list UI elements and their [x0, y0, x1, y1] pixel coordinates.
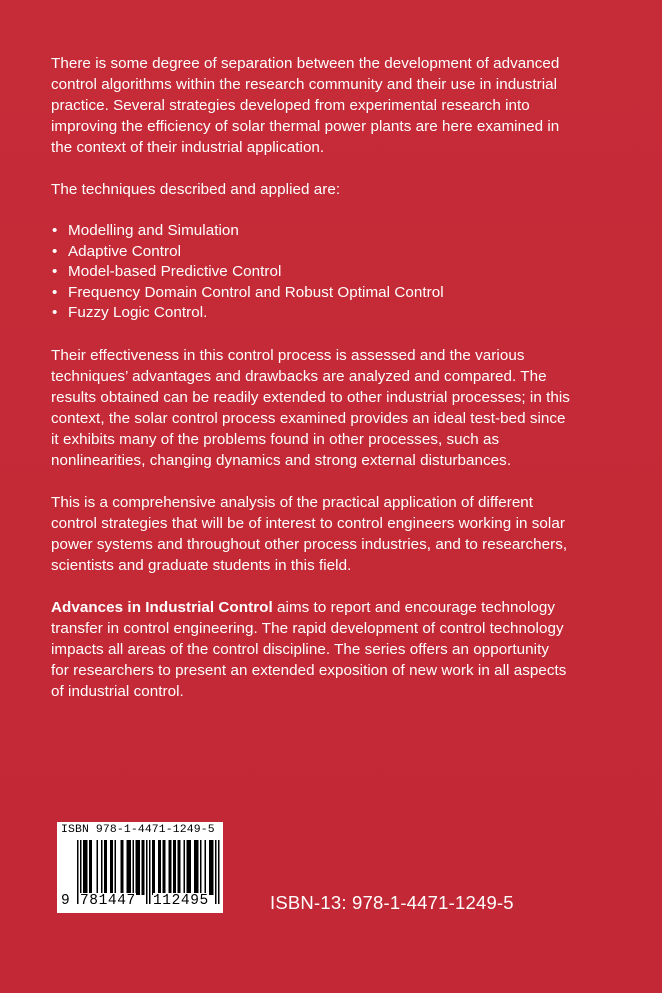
barcode-bar [106, 840, 108, 895]
barcode-bar [127, 840, 129, 895]
barcode-bar [91, 840, 93, 895]
techniques-list [51, 221, 571, 324]
barcode-bar [130, 840, 132, 895]
barcode-bar [101, 840, 103, 895]
barcode-bar [115, 840, 117, 895]
series-paragraph [51, 597, 571, 702]
barcode-first-digit: 9 [61, 893, 71, 909]
series-name: Advances in Industrial Control [51, 598, 273, 616]
barcode-bar [110, 840, 112, 895]
barcode-bar [104, 840, 106, 895]
barcode-bar [152, 840, 154, 895]
analysis-paragraph: This is a comprehensive analysis of the practical application of different control strategies that will be of interest to control engineers working in solar power systems and throughout other process industries, and to researchers, scientists and graduate students in this field. [51, 493, 568, 574]
barcode-isbn-text: ISBN 978-1-4471-1249-5 [61, 824, 215, 836]
barcode-bar [86, 840, 88, 895]
barcode-bar [128, 840, 130, 895]
barcode-bar [143, 840, 145, 895]
barcode-bar [178, 840, 180, 895]
barcode-bar [187, 840, 189, 895]
barcode-right-digits: 112495 [153, 893, 209, 909]
barcode-bar [146, 840, 148, 904]
barcode-bar [133, 840, 135, 895]
barcode-bar [209, 840, 211, 895]
barcode-bar [154, 840, 156, 895]
barcode-bar [211, 840, 213, 895]
barcode-left-digits: 781447 [80, 893, 136, 909]
barcode-bar [184, 840, 186, 895]
barcode-bar [196, 840, 198, 895]
barcode-bar [158, 840, 160, 895]
barcode-bar [190, 840, 192, 895]
barcode-bar [83, 840, 85, 895]
list-item: • Fuzzy Logic Control. [51, 303, 571, 324]
barcode-bar [205, 840, 207, 895]
barcode-bar [137, 840, 139, 895]
effectiveness-paragraph: Their effectiveness in this control process is assessed and the various techniques’ advantages and drawbacks are analyzed and compared. The results obtained can be readily extended to other industrial processes; in this context, the solar control process examined provides an ideal test-bed since it exhibits many of the problems found in other processes, such as nonlinearities, changing dynamics and strong external disturbances. [51, 346, 570, 469]
barcode-bar [169, 840, 171, 895]
barcode-bar [170, 840, 172, 895]
barcode-bar [200, 840, 202, 895]
barcode-bar [160, 840, 162, 895]
barcode-label [57, 822, 223, 913]
barcode-bar [215, 840, 217, 904]
list-item: • Frequency Domain Control and Robust Optimal Control [51, 283, 571, 304]
barcode-bar [218, 840, 220, 904]
barcode-bar [97, 840, 99, 895]
blurb-text [51, 53, 571, 723]
list-item: • Modelling and Simulation [51, 221, 571, 242]
barcode-bar [194, 840, 196, 895]
barcode-bar [89, 840, 91, 895]
list-item: • Adaptive Control [51, 242, 571, 263]
barcode-bar [163, 840, 165, 895]
isbn13-label: ISBN-13: 978-1-4471-1249-5 [270, 892, 514, 913]
barcode-bar [85, 840, 87, 895]
intro-paragraph: There is some degree of separation between the development of advanced control algorithms within the research community and their use in industrial practice. Several strategies developed from experimental research into improving the efficiency of solar thermal power plants are here examined in the context of their industrial application. [51, 55, 560, 156]
barcode-bar [188, 840, 190, 895]
barcode-bar [164, 840, 166, 895]
series-description: aims to report and encourage technology transfer in control engineering. The rapid development of control technology impacts all areas of the control discipline. The series offers an opportunity for researchers to present an extended exposition of new work in all aspects of industrial control. [51, 598, 567, 700]
barcode-bar [175, 840, 177, 895]
barcode-bar [149, 840, 151, 904]
barcode-bar [77, 840, 79, 904]
barcode-bar [139, 840, 141, 895]
barcode-bar [142, 840, 144, 895]
barcode-bar [121, 840, 123, 895]
barcode-bar [112, 840, 114, 895]
list-item: • Model-based Predictive Control [51, 262, 571, 283]
barcode-bar [197, 840, 199, 895]
techniques-heading: The techniques described and applied are: [51, 181, 341, 198]
barcode-bar [179, 840, 181, 895]
barcode-bar [122, 840, 124, 895]
barcode-bar [212, 840, 214, 895]
barcode-bar [136, 840, 138, 895]
barcode-bar [173, 840, 175, 895]
